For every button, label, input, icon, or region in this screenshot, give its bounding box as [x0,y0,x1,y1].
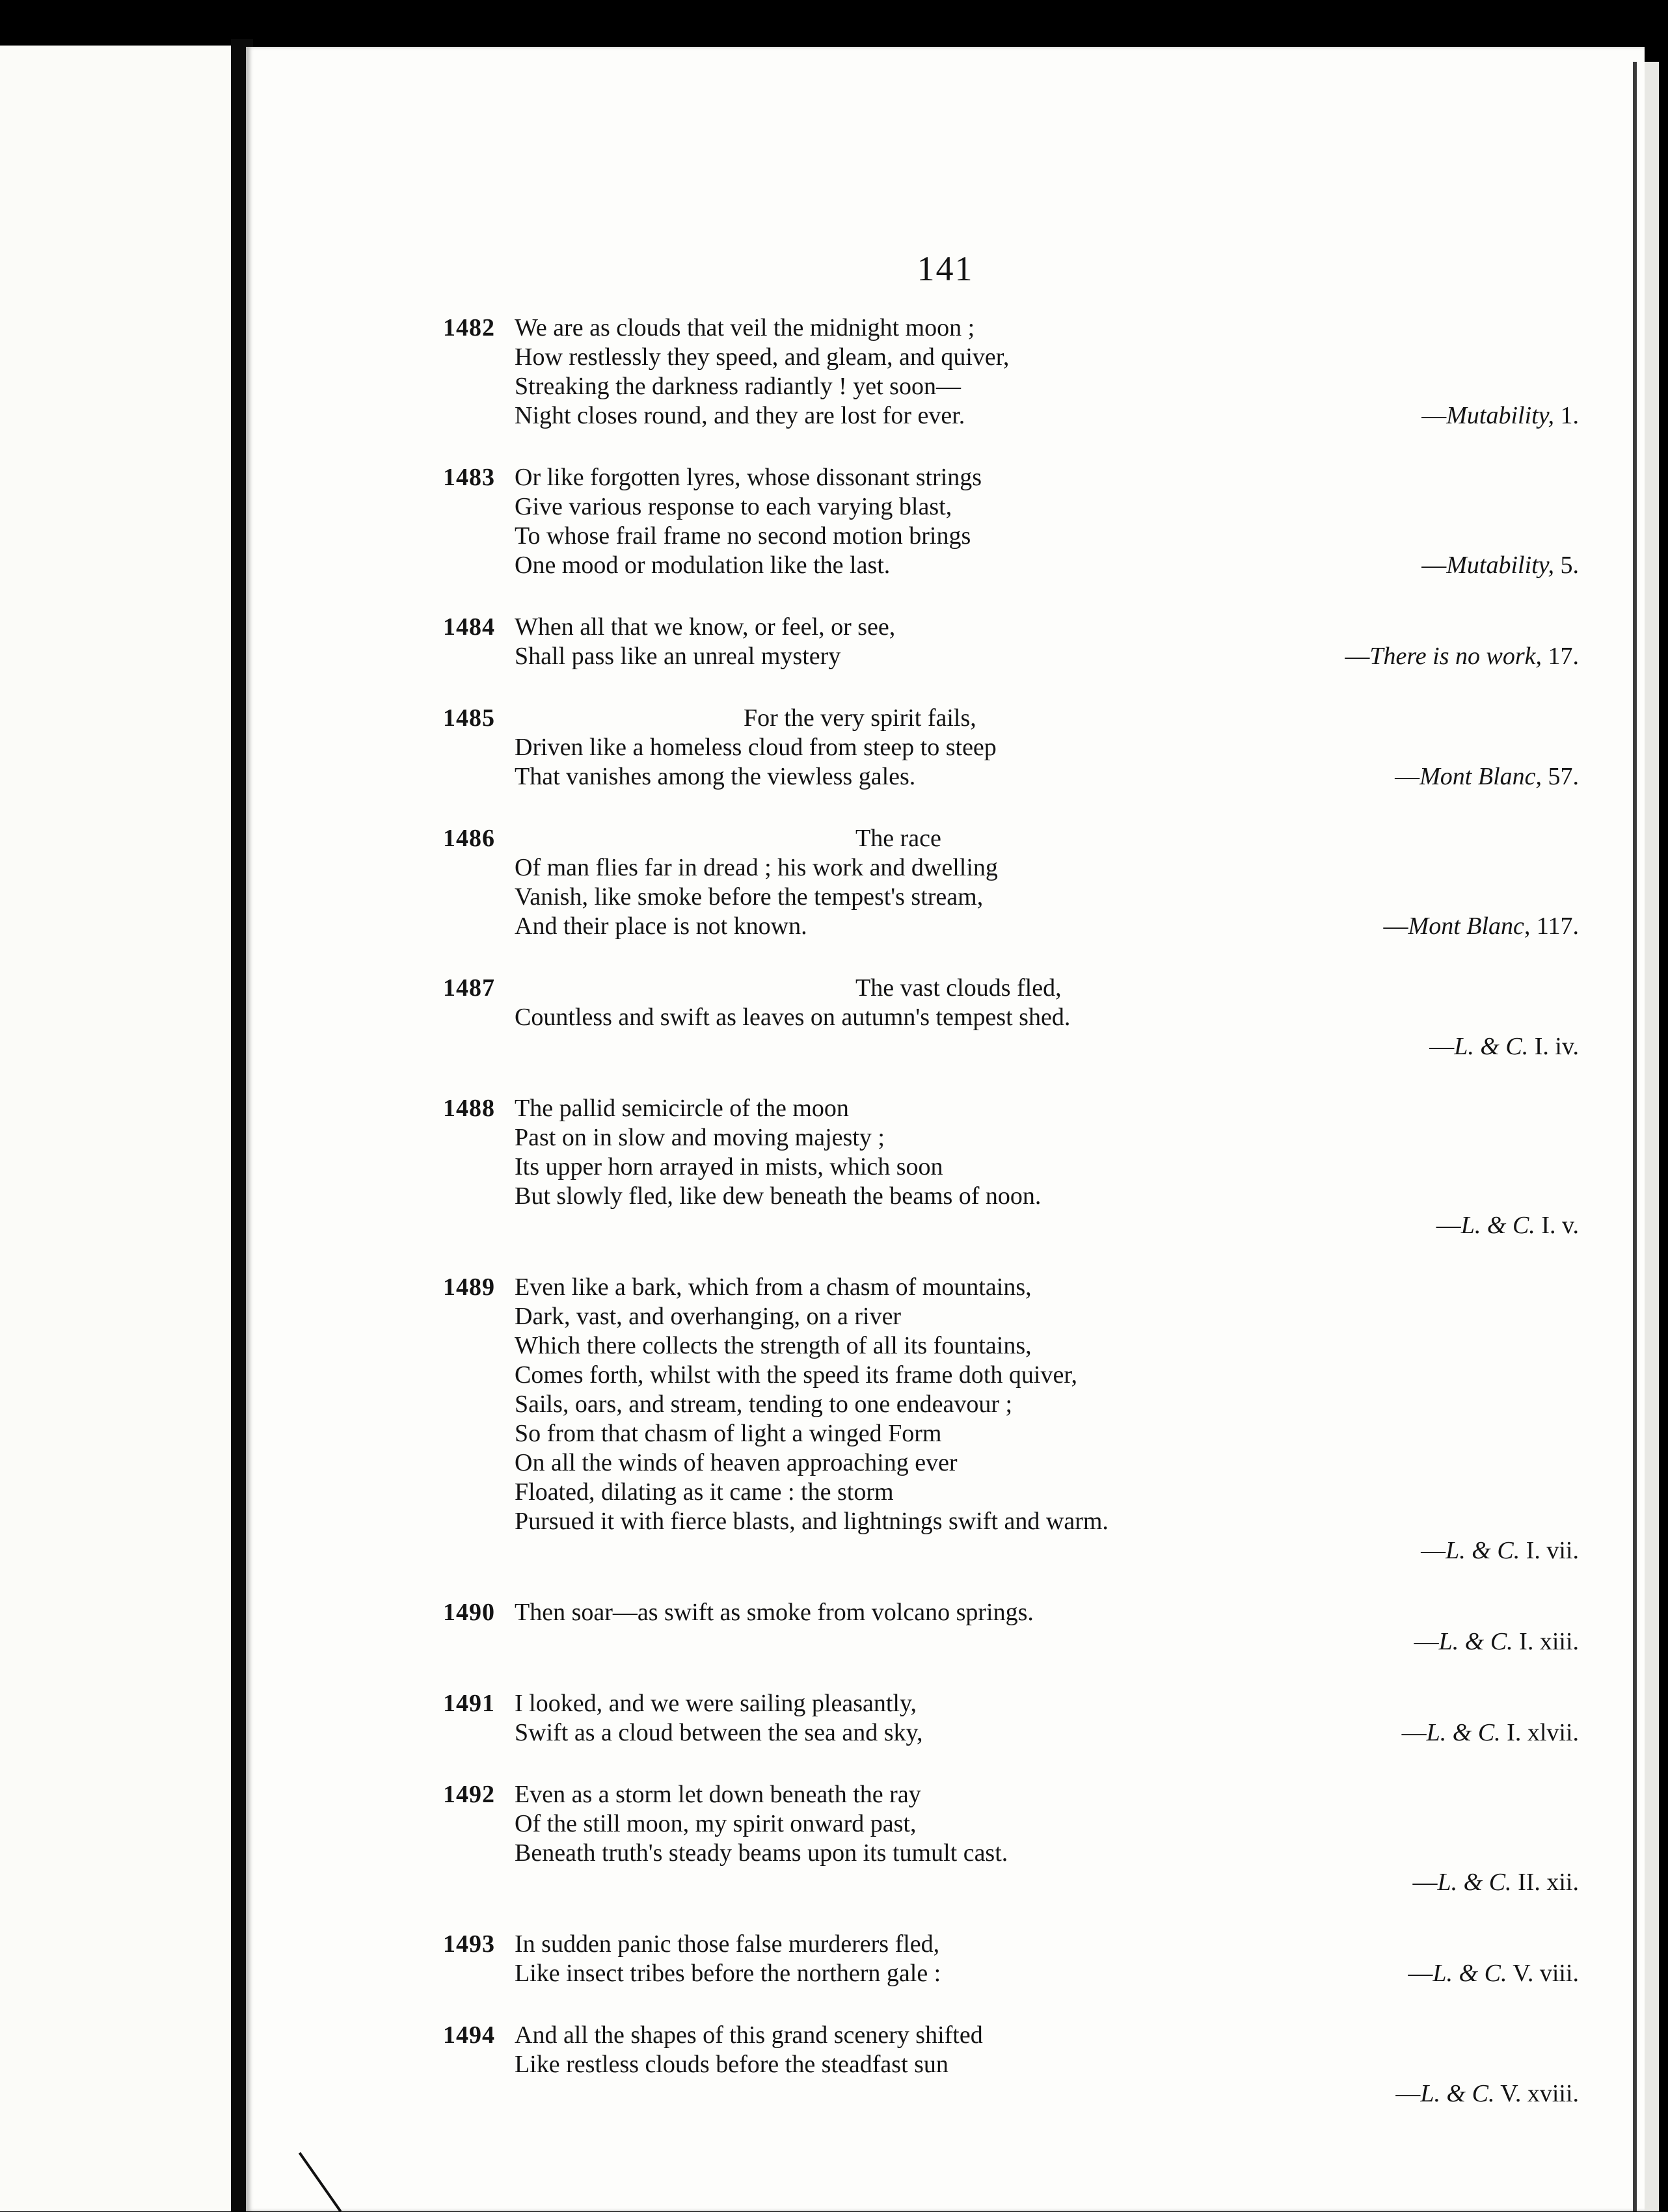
quotation-entry [443,1930,1579,1988]
entry-number: 1482 [443,314,495,341]
citation [1384,912,1579,941]
verse-line [515,1959,1579,1988]
verse-lines [515,313,1579,431]
citation-work: Mont Blanc, [1408,913,1531,940]
verse-text: Streaking the darkness radiantly ! yet soon— [515,373,961,400]
citation-dash: — [1395,763,1420,790]
verse-text: Then soar—as swift as smoke from volcano springs. [515,1599,1034,1626]
verse-line [515,1839,1579,1868]
citation-dash: — [1412,1869,1438,1896]
verse-line [515,1331,1579,1361]
verse-text: Its upper horn arrayed in mists, which soon [515,1153,943,1180]
verse-text: The pallid semicircle of the moon [515,1095,849,1122]
verse-lines [515,463,1579,580]
verse-line [515,1003,1579,1032]
citation-dash: — [1401,1719,1427,1746]
verse-line [515,492,1579,522]
quotation-entry [443,974,1579,1061]
verse-line [515,343,1579,372]
citation-work: L. & C. [1437,1869,1512,1896]
verse-text: Even as a storm let down beneath the ray [515,1781,921,1808]
verse-text: To whose frail frame no second motion brings [515,522,971,550]
citation-work: L. & C. [1438,1628,1513,1655]
citation-reference: I. xiii. [1513,1628,1579,1655]
citation [515,1536,1579,1566]
quotation-entry [443,2021,1579,2109]
verse-line [515,463,1579,492]
verse-line [515,912,1579,941]
entry-number: 1492 [443,1781,495,1808]
citation [1421,401,1579,431]
verse-text: I looked, and we were sailing pleasantly, [515,1690,917,1717]
verse-line [515,2050,1579,2079]
verse-lines [515,704,1579,792]
verse-line [515,313,1579,343]
verse-text: Floated, dilating as it came : the storm [515,1478,894,1506]
citation-work: L. & C. [1420,2080,1495,2107]
verse-text: Sails, oars, and stream, tending to one endeavour ; [515,1391,1013,1418]
verse-line [515,1390,1579,1419]
verse-lines [515,1598,1579,1657]
citation-dash: — [1345,643,1370,670]
citation-reference: 1. [1554,402,1579,429]
entry-number: 1483 [443,464,495,491]
verse-text: Vanish, like smoke before the tempest's stream, [515,883,984,911]
citation-reference: I. xlvii. [1500,1719,1579,1746]
verse-lines [515,1780,1579,1897]
citation-work: Mutability, [1446,552,1554,579]
citation-dash: — [1421,1537,1446,1564]
verse-line [515,642,1579,671]
citation-work: L. & C. [1433,1960,1507,1987]
citation-dash: — [1436,1212,1461,1239]
verse-line [515,613,1579,642]
citation [515,1627,1579,1657]
verse-line [515,372,1579,401]
verse-line [515,1123,1579,1153]
verse-text: When all that we know, or feel, or see, [515,613,896,641]
verse-lines [515,1930,1579,1988]
verse-line [515,1302,1579,1331]
verse-text: Dark, vast, and overhanging, on a river [515,1303,902,1330]
verse-lines [515,613,1579,671]
citation [515,1032,1579,1061]
verse-line [515,1689,1579,1718]
quotation-entry [443,313,1579,431]
verse-text: Of the still moon, my spirit onward past, [515,1810,917,1837]
facing-page [0,46,231,2211]
entry-number: 1488 [443,1095,495,1122]
citation-reference: 117. [1530,913,1579,940]
citation-reference: 17. [1542,643,1579,670]
verse-line [515,1419,1579,1448]
verse-text: The race [855,825,941,852]
page-number: 141 [917,249,974,288]
verse-text: That vanishes among the viewless gales. [515,763,916,790]
citation-work: Mutability, [1446,402,1554,429]
citation-work: L. & C. [1454,1033,1529,1060]
verse-lines [515,824,1579,941]
quotation-list [443,313,1579,2141]
verse-lines [515,1273,1579,1566]
citation-reference: V. xviii. [1494,2080,1579,2107]
verse-text: Swift as a cloud between the sea and sky, [515,1719,923,1746]
verse-line [515,1718,1579,1748]
page-edge-shadow [1633,62,1637,2211]
citation-reference: I. iv. [1528,1033,1579,1060]
verse-text: Even like a bark, which from a chasm of mountains, [515,1273,1032,1301]
entry-number: 1486 [443,825,495,852]
verse-text: Night closes round, and they are lost for ever. [515,402,965,429]
verse-line [515,1780,1579,1809]
citation [515,1868,1579,1897]
entry-number: 1484 [443,613,495,641]
verse-text: Shall pass like an unreal mystery [515,643,841,670]
verse-text: Pursued it with fierce blasts, and lightnings swift and warm. [515,1508,1109,1535]
quotation-entry [443,463,1579,580]
verse-text: But slowly fled, like dew beneath the beams of noon. [515,1182,1042,1210]
citation [1395,762,1579,792]
page-edge [1645,62,1659,2211]
verse-text: Past on in slow and moving majesty ; [515,1124,885,1151]
verse-line [515,401,1579,431]
quotation-entry [443,1689,1579,1748]
verse-lines [515,2021,1579,2109]
verse-line [515,1361,1579,1390]
verse-line [515,1094,1579,1123]
citation-reference: I. v. [1535,1212,1579,1239]
verse-text: Countless and swift as leaves on autumn's tempest shed. [515,1004,1071,1031]
verse-line [515,853,1579,883]
verse-line [515,551,1579,580]
quotation-entry [443,1094,1579,1240]
quotation-entry [443,704,1579,792]
entry-number: 1494 [443,2021,495,2049]
verse-text: On all the winds of heaven approaching ever [515,1449,958,1476]
entry-number: 1491 [443,1690,495,1717]
entry-number: 1489 [443,1273,495,1301]
verse-lines [515,974,1579,1061]
citation-reference: V. viii. [1507,1960,1579,1987]
verse-text: For the very spirit fails, [744,704,976,732]
verse-text: So from that chasm of light a winged Form [515,1420,942,1447]
entry-number: 1490 [443,1599,495,1626]
verse-text: The vast clouds fled, [855,974,1062,1002]
citation [515,2079,1579,2109]
citation [515,1211,1579,1240]
quotation-entry [443,1273,1579,1566]
verse-text: Which there collects the strength of all its fountains, [515,1332,1032,1359]
citation-work: L. & C. [1426,1719,1501,1746]
verse-text: Like insect tribes before the northern gale : [515,1960,941,1987]
citation-work: There is no work, [1369,643,1542,670]
citation-dash: — [1395,2080,1421,2107]
entry-number: 1493 [443,1930,495,1958]
verse-line [515,2021,1579,2050]
verse-line [515,704,1579,733]
verse-text: Like restless clouds before the steadfast sun [515,2051,948,2078]
verse-line [515,1809,1579,1839]
citation-work: L. & C. [1446,1537,1520,1564]
verse-line [515,1507,1579,1536]
citation-reference: I. vii. [1520,1537,1579,1564]
citation-reference: II. xii. [1511,1869,1579,1896]
verse-text: Beneath truth's steady beams upon its tumult cast. [515,1839,1008,1867]
verse-text: Comes forth, whilst with the speed its frame doth quiver, [515,1361,1077,1389]
verse-text: And all the shapes of this grand scenery shifted [515,2021,983,2049]
verse-line [515,1478,1579,1507]
quotation-entry [443,824,1579,941]
verse-text: We are as clouds that veil the midnight moon ; [515,314,975,341]
citation [1421,551,1579,580]
verse-line [515,1273,1579,1302]
verse-text: Give various response to each varying blast, [515,493,952,520]
verse-text: In sudden panic those false murderers fled, [515,1930,940,1958]
citation-work: Mont Blanc, [1419,763,1542,790]
verse-line [515,1182,1579,1211]
verse-line [515,762,1579,792]
verse-line [515,522,1579,551]
citation [1402,1718,1579,1748]
citation-dash: — [1429,1033,1455,1060]
quotation-entry [443,1598,1579,1657]
verse-line [515,1598,1579,1627]
citation [1345,642,1579,671]
citation-dash: — [1414,1628,1439,1655]
quotation-entry [443,613,1579,671]
citation [1408,1959,1579,1988]
verse-text: How restlessly they speed, and gleam, and quiver, [515,343,1010,371]
citation-dash: — [1421,552,1447,579]
citation-work: L. & C. [1460,1212,1535,1239]
verse-text: And their place is not known. [515,913,807,940]
citation-dash: — [1408,1960,1433,1987]
verse-line [515,1448,1579,1478]
book-page [246,47,1645,2211]
citation-reference: 57. [1542,763,1579,790]
citation-reference: 5. [1554,552,1579,579]
verse-lines [515,1689,1579,1748]
verse-line [515,1930,1579,1959]
verse-text: One mood or modulation like the last. [515,552,891,579]
citation-dash: — [1421,402,1447,429]
verse-line [515,733,1579,762]
citation-dash: — [1383,913,1408,940]
entry-number: 1487 [443,974,495,1002]
quotation-entry [443,1780,1579,1897]
verse-text: Of man flies far in dread ; his work and dwelling [515,854,998,881]
entry-number: 1485 [443,704,495,732]
verse-line [515,883,1579,912]
verse-text: Driven like a homeless cloud from steep to steep [515,734,997,761]
verse-text: Or like forgotten lyres, whose dissonant strings [515,464,982,491]
verse-line [515,824,1579,853]
verse-lines [515,1094,1579,1240]
verse-line [515,1153,1579,1182]
verse-line [515,974,1579,1003]
